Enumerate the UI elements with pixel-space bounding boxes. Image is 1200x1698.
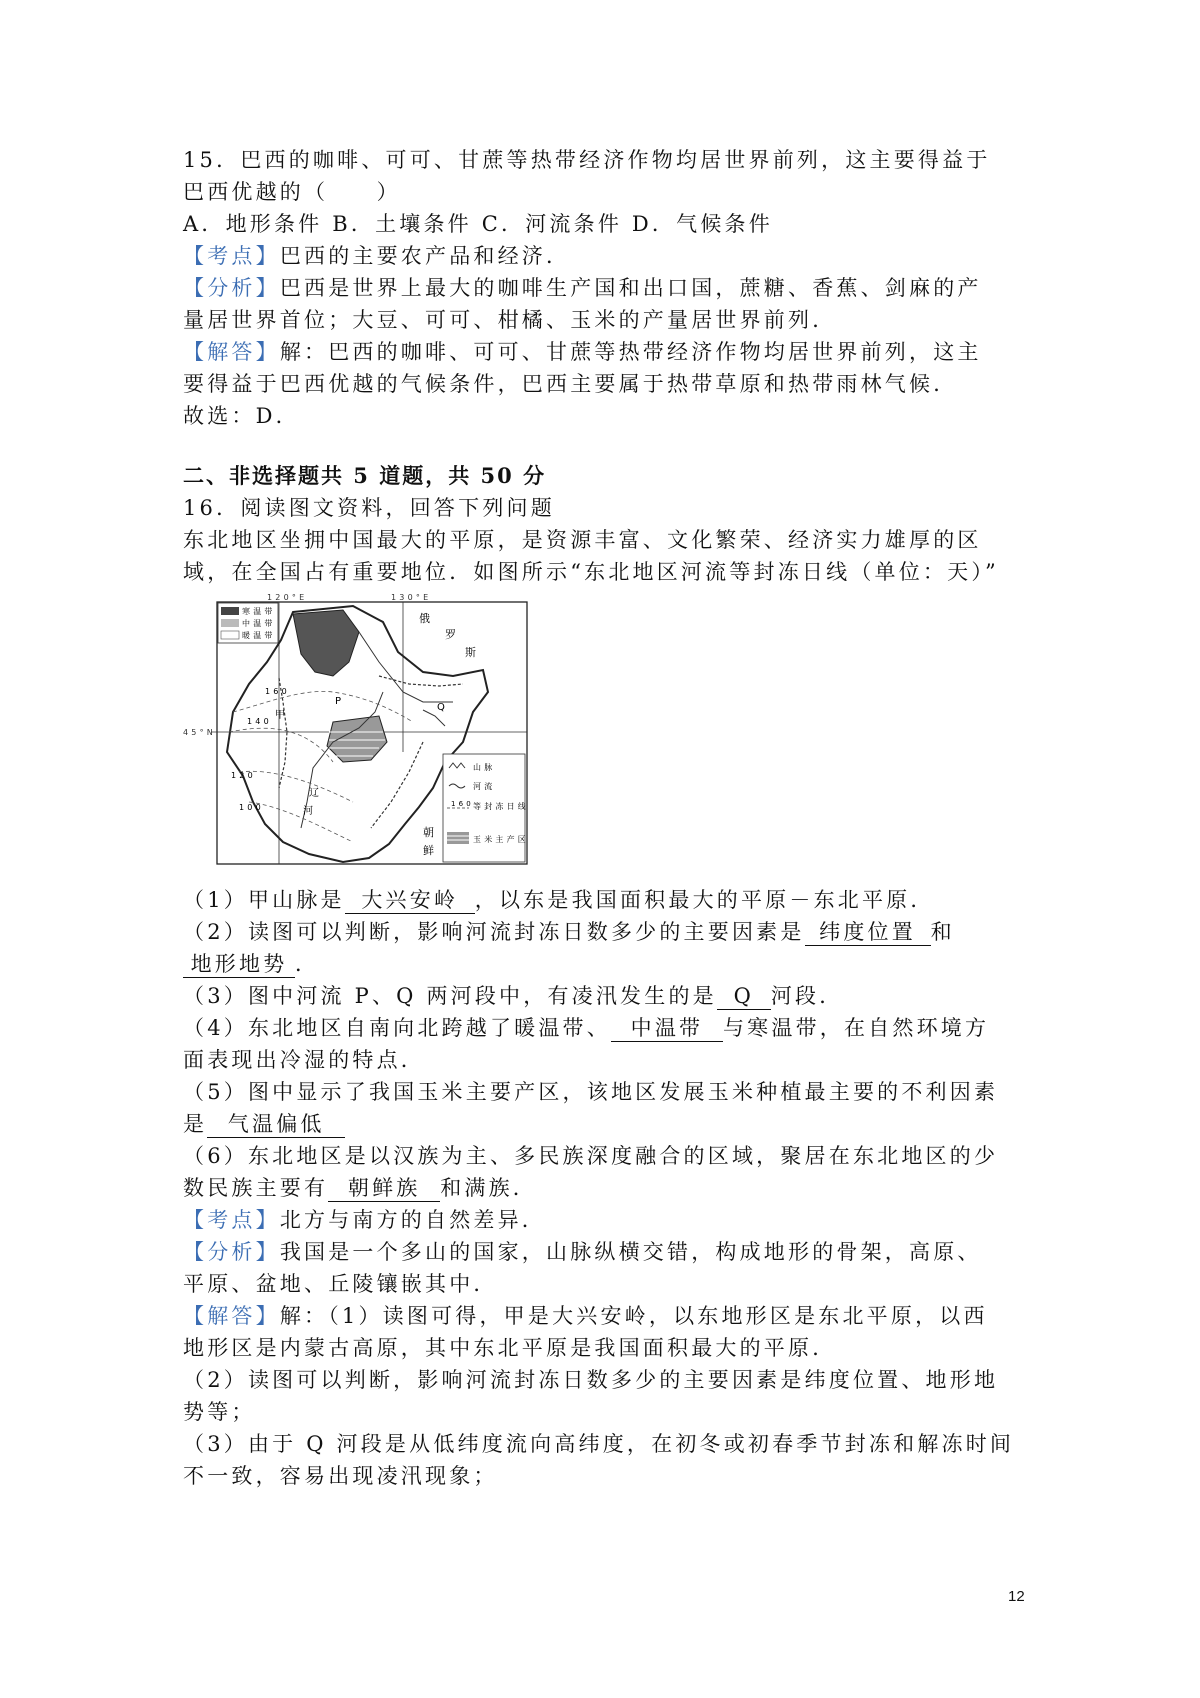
q16-sub3-pre: （3）图中河流 P、Q 两河段中，有凌汛发生的是 — [183, 984, 717, 1008]
q15-fenxi-text-1: 巴西是世界上最大的咖啡生产国和出口国，蔗糖、香蕉、剑麻的产 — [279, 276, 982, 300]
q15-options: A．地形条件 B．土壤条件 C．河流条件 D．气候条件 — [183, 212, 773, 236]
q16-sub4-pre: （4）东北地区自南向北跨越了暖温带、 — [183, 1016, 611, 1040]
q16-sub-2-cont — [183, 948, 1031, 980]
q15-jieda-text-1: 解：巴西的咖啡、可可、甘蔗等热带经济作物均居世界前列，这主 — [279, 340, 982, 364]
q16-jieda-line-6: 不一致，容易出现凌汛现象； — [183, 1464, 498, 1488]
answer-blank-2b: 地形地势 — [183, 951, 295, 978]
section-heading: 二、非选择题共 5 道题，共 50 分 — [183, 463, 547, 488]
jieda-tag: 【解答】 — [183, 340, 280, 364]
legend-mountain: 山脉 — [473, 763, 496, 772]
answer-blank-5: 气温偏低 — [207, 1111, 345, 1138]
country-chao: 朝 — [423, 826, 438, 839]
q15-fenxi — [183, 272, 1031, 304]
isoline-140: 140 — [247, 717, 272, 726]
q16-sub-1 — [183, 884, 1031, 916]
document-content — [183, 144, 1031, 1492]
fenxi-tag: 【分析】 — [183, 1240, 280, 1264]
q16-jieda-line-3: （2）读图可以判断，影响河流封冻日数多少的主要因素是纬度位置、地形地 — [183, 1368, 999, 1392]
kaodian-tag: 【考点】 — [183, 244, 280, 268]
q16-sub-4 — [183, 1012, 1031, 1044]
q16-jieda-line-5: （3）由于 Q 河段是从低纬度流向高纬度，在初冬或初春季节封冻和解冻时间 — [183, 1432, 1015, 1456]
legend-corn: 玉米主产区 — [473, 835, 529, 844]
q16-fenxi-text-1: 我国是一个多山的国家，山脉纵横交错，构成地形的骨架，高原、 — [279, 1240, 982, 1264]
q16-sub-5: （5）图中显示了我国玉米主要产区，该地区发展玉米种植最主要的不利因素 — [183, 1080, 999, 1104]
legend-cold-temperate: 寒温带 — [242, 607, 276, 616]
q15-jieda — [183, 336, 1031, 368]
answer-blank-2a: 纬度位置 — [805, 919, 931, 946]
q15-answer: 故选：D． — [183, 404, 300, 428]
page-number: 12 — [1008, 1588, 1025, 1605]
legend-isoline-value: 160 — [451, 800, 474, 808]
q16-fenxi-line-2: 平原、盆地、丘陵镶嵌其中． — [183, 1272, 498, 1296]
q16-sub-3 — [183, 980, 1031, 1012]
q16-sub5-pre: 是 — [183, 1112, 208, 1136]
q16-sub4-post: 与寒温带，在自然环境方 — [722, 1016, 990, 1040]
isoline-160: 160 — [265, 687, 290, 696]
q16-sub2-pre: （2）读图可以判断，影响河流封冻日数多少的主要因素是 — [183, 920, 805, 944]
lon-120-label: 120°E — [267, 593, 308, 602]
q16-sub2-mid: 和 — [930, 920, 955, 944]
q16-title: 16．阅读图文资料，回答下列问题 — [183, 496, 555, 520]
q16-kaodian-text: 北方与南方的自然差异． — [279, 1208, 547, 1232]
q16-fenxi — [183, 1236, 1031, 1268]
label-he: 河 — [303, 806, 317, 817]
isoline-120: 120 — [231, 771, 256, 780]
legend-mid-temperate: 中温带 — [242, 619, 276, 628]
q15-stem-line-2: 巴西优越的（ ） — [183, 180, 401, 204]
lat-45-label: 45°N — [183, 728, 216, 737]
country-luo: 罗 — [445, 628, 460, 641]
answer-blank-4: 中温带 — [611, 1015, 723, 1042]
label-liao: 辽 — [309, 788, 323, 799]
q15-kaodian — [183, 240, 1031, 272]
q16-intro-line-2: 域，在全国占有重要地位．如图所示“东北地区河流等封冻日线（单位：天）” — [183, 560, 999, 584]
q16-sub-6: （6）东北地区是以汉族为主、多民族深度融合的区域，聚居在东北地区的少 — [183, 1144, 999, 1168]
isoline-100: 100 — [239, 803, 264, 812]
label-q: Q — [437, 702, 449, 713]
q16-sub-2 — [183, 916, 1031, 948]
q16-sub1-pre: （1）甲山脉是 — [183, 888, 345, 912]
label-jia: 甲 — [275, 710, 289, 721]
answer-blank-6: 朝鲜族 — [328, 1175, 440, 1202]
q15-fenxi-line-2: 量居世界首位；大豆、可可、柑橘、玉米的产量居世界前列． — [183, 308, 837, 332]
q15-stem-line-1: 15．巴西的咖啡、可可、甘蔗等热带经济作物均居世界前列，这主要得益于 — [183, 148, 991, 172]
country-xian: 鲜 — [423, 844, 438, 857]
q16-jieda — [183, 1300, 1031, 1332]
legend-isoline: 等封冻日线 — [473, 802, 529, 811]
q16-intro-line-1: 东北地区坐拥中国最大的平原，是资源丰富、文化繁荣、经济实力雄厚的区 — [183, 528, 982, 552]
country-si: 斯 — [465, 646, 480, 659]
q16-sub-4-line-2: 面表现出冷湿的特点． — [183, 1048, 425, 1072]
q16-sub3-post: 河段． — [770, 984, 844, 1008]
fenxi-tag: 【分析】 — [183, 276, 280, 300]
northeast-china-map — [183, 592, 531, 868]
q16-sub-5-cont — [183, 1108, 1031, 1140]
q16-sub6-pre: 数民族主要有 — [183, 1176, 329, 1200]
q16-jieda-line-2: 地形区是内蒙古高原，其中东北平原是我国面积最大的平原． — [183, 1336, 837, 1360]
q15-jieda-line-2: 要得益于巴西优越的气候条件，巴西主要属于热带草原和热带雨林气候． — [183, 372, 958, 396]
q16-sub2-post: ． — [295, 952, 320, 976]
country-e: 俄 — [419, 612, 434, 625]
q16-sub1-post: ，以东是我国面积最大的平原－东北平原． — [474, 888, 935, 912]
q16-jieda-text-1: 解：（1）读图可得，甲是大兴安岭，以东地形区是东北平原，以西 — [279, 1304, 988, 1328]
legend-warm-temperate: 暖温带 — [242, 631, 276, 640]
answer-blank-1: 大兴安岭 — [345, 887, 475, 914]
legend-river: 河流 — [473, 782, 496, 791]
q16-kaodian — [183, 1204, 1031, 1236]
q16-sub6-post: 和满族． — [440, 1176, 538, 1200]
jieda-tag: 【解答】 — [183, 1304, 280, 1328]
q15-kaodian-text: 巴西的主要农产品和经济． — [279, 244, 571, 268]
kaodian-tag: 【考点】 — [183, 1208, 280, 1232]
q16-sub-6-cont — [183, 1172, 1031, 1204]
lon-130-label: 130°E — [391, 593, 432, 602]
answer-blank-3: Q — [717, 983, 771, 1010]
label-p: P — [335, 696, 345, 707]
q16-jieda-line-4: 势等； — [183, 1400, 256, 1424]
